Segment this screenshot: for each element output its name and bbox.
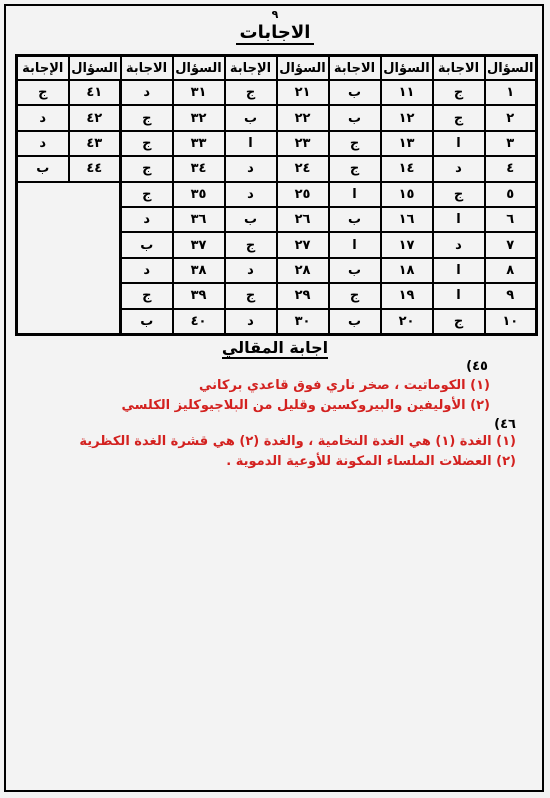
answer-cell: د <box>225 258 277 283</box>
question-number-cell: ٣٦ <box>173 207 225 232</box>
question-number-cell: ٢١ <box>277 80 329 105</box>
question-number-cell: ٣٥ <box>173 182 225 207</box>
question-number-cell: ٣١ <box>173 80 225 105</box>
essay-answer-line: (١) الكوماتيت ، صخر ناري فوق قاعدي بركاني <box>199 378 490 393</box>
question-number-cell: ٢٢ <box>277 105 329 130</box>
header-cell: الاجابة <box>121 56 173 81</box>
answer-cell: ج <box>225 80 277 105</box>
question-number-cell: ٥ <box>485 182 537 207</box>
answer-cell: ج <box>121 131 173 156</box>
table-row <box>17 80 537 105</box>
header-cell: السؤال <box>173 56 225 81</box>
page-number: ٩ <box>271 8 279 21</box>
question-number-cell: ٢٤ <box>277 156 329 181</box>
question-number-cell: ١٧ <box>381 232 433 257</box>
question-number: ٤٥) <box>466 359 488 374</box>
question-number-cell: ٦ <box>485 207 537 232</box>
question-number-cell: ٨ <box>485 258 537 283</box>
answer-cell: ج <box>121 283 173 308</box>
answer-cell: ج <box>433 309 485 335</box>
answer-cell: ا <box>433 258 485 283</box>
header-cell: الإجابة <box>225 56 277 81</box>
question-number-cell: ٢٣ <box>277 131 329 156</box>
question-number-cell: ١٠ <box>485 309 537 335</box>
answer-cell: د <box>17 105 69 130</box>
answer-cell: ب <box>225 105 277 130</box>
answer-cell: ج <box>433 80 485 105</box>
header-cell: السؤال <box>485 56 537 81</box>
answer-cell: ب <box>225 207 277 232</box>
answer-cell: ب <box>17 156 69 181</box>
question-number-cell: ٣٣ <box>173 131 225 156</box>
question-number-cell: ٤٢ <box>69 105 121 130</box>
essay-title: اجابة المقالي <box>221 338 329 357</box>
answer-cell: ا <box>433 207 485 232</box>
question-number-cell: ٣٧ <box>173 232 225 257</box>
header-cell: السؤال <box>381 56 433 81</box>
question-number-cell: ٢٦ <box>277 207 329 232</box>
answers-table <box>15 54 538 336</box>
answer-cell: ا <box>329 232 381 257</box>
answer-cell: ج <box>17 80 69 105</box>
header-cell: الاجابة <box>433 56 485 81</box>
answer-cell: د <box>225 182 277 207</box>
table-row <box>17 182 537 207</box>
question-number-cell: ١ <box>485 80 537 105</box>
question-number-cell: ٤١ <box>69 80 121 105</box>
answer-cell: ب <box>329 309 381 335</box>
question-number-cell: ١٤ <box>381 156 433 181</box>
essay-answer-line: (٢) العضلات الملساء المكونة للأوعية الدموية . <box>226 454 516 469</box>
question-number-cell: ٣٠ <box>277 309 329 335</box>
question-number-cell: ٤ <box>485 156 537 181</box>
answer-cell: د <box>225 156 277 181</box>
table-body <box>17 80 537 334</box>
answer-cell: ب <box>121 309 173 335</box>
answer-cell: ج <box>121 182 173 207</box>
question-number-cell: ٢٨ <box>277 258 329 283</box>
answer-cell: ج <box>433 105 485 130</box>
header-cell: الاجابة <box>329 56 381 81</box>
question-number-cell: ٢٥ <box>277 182 329 207</box>
answer-cell: ب <box>329 207 381 232</box>
answer-cell: ب <box>329 80 381 105</box>
answer-cell: ب <box>329 105 381 130</box>
answer-cell: د <box>433 232 485 257</box>
essay-answer-line: (٢) الأوليفين والبيروكسين وقليل من البلاجيوكليز الكلسي <box>121 398 490 413</box>
question-number-cell: ٢ <box>485 105 537 130</box>
answer-cell: د <box>121 258 173 283</box>
table-row <box>17 156 537 181</box>
table-header-row <box>17 56 537 81</box>
question-number-cell: ٧ <box>485 232 537 257</box>
question-number-cell: ٢٠ <box>381 309 433 335</box>
answer-cell: د <box>17 131 69 156</box>
answer-cell: د <box>121 207 173 232</box>
answer-cell: ج <box>225 232 277 257</box>
answer-cell: ا <box>433 283 485 308</box>
answer-cell: د <box>433 156 485 181</box>
question-number-cell: ١٥ <box>381 182 433 207</box>
question-number-cell: ٣٨ <box>173 258 225 283</box>
question-number-cell: ١٢ <box>381 105 433 130</box>
answer-cell: ا <box>433 131 485 156</box>
question-number-cell: ٣٢ <box>173 105 225 130</box>
answer-cell: ج <box>121 156 173 181</box>
question-number-cell: ١٨ <box>381 258 433 283</box>
header-cell: السؤال <box>69 56 121 81</box>
question-number-cell: ٢٧ <box>277 232 329 257</box>
answer-cell: ج <box>433 182 485 207</box>
question-number: ٤٦) <box>494 417 516 432</box>
answers-title: الاجابات <box>0 22 550 43</box>
question-number-cell: ١٦ <box>381 207 433 232</box>
answer-cell: ج <box>329 156 381 181</box>
answer-cell: ب <box>329 258 381 283</box>
essay-answer-line: (١) الغدة (١) هي الغدة النخامية ، والغدة (٢) هي قشرة الغدة الكظرية <box>79 434 516 449</box>
answer-cell: ج <box>225 283 277 308</box>
question-number-cell: ٣٩ <box>173 283 225 308</box>
question-number-cell: ٢٩ <box>277 283 329 308</box>
header-cell: السؤال <box>277 56 329 81</box>
question-number-cell: ٩ <box>485 283 537 308</box>
answer-cell: ب <box>121 232 173 257</box>
answer-cell: ج <box>121 105 173 130</box>
question-number-cell: ٤٤ <box>69 156 121 181</box>
question-number-cell: ٣٤ <box>173 156 225 181</box>
table-row <box>17 105 537 130</box>
question-number-cell: ١٣ <box>381 131 433 156</box>
question-number-cell: ١٩ <box>381 283 433 308</box>
answer-cell: ج <box>329 283 381 308</box>
answer-cell: د <box>225 309 277 335</box>
question-number-cell: ٤٠ <box>173 309 225 335</box>
answer-cell: د <box>121 80 173 105</box>
answer-cell: ج <box>329 131 381 156</box>
answer-cell: ا <box>329 182 381 207</box>
question-number-cell: ١١ <box>381 80 433 105</box>
question-number-cell: ٤٣ <box>69 131 121 156</box>
table-row <box>17 131 537 156</box>
empty-block <box>17 182 121 335</box>
answer-cell: ا <box>225 131 277 156</box>
question-number-cell: ٣ <box>485 131 537 156</box>
header-cell: الإجابة <box>17 56 69 81</box>
